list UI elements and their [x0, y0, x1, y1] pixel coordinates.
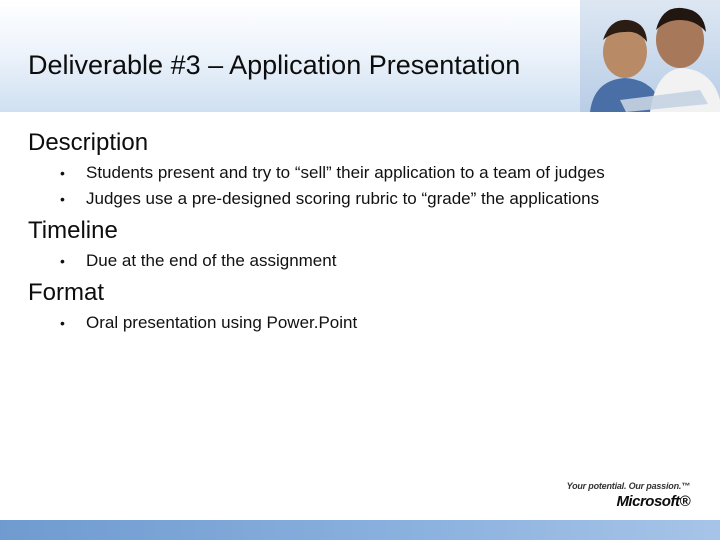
bullet-list	[28, 250, 668, 272]
bullet-list	[28, 162, 668, 210]
list-item	[28, 250, 668, 272]
children-photo-icon	[580, 0, 720, 112]
microsoft-logo: Microsoft®	[616, 493, 690, 510]
slide-title: Deliverable #3 – Application Presentation	[28, 50, 521, 80]
bullet-text: Students present and try to “sell” their application to a team of judges	[86, 163, 605, 182]
section-format	[28, 278, 668, 334]
bullet-icon: •	[60, 191, 65, 207]
list-item	[28, 162, 668, 184]
slide-content	[28, 128, 668, 340]
section-heading: Format	[28, 279, 105, 306]
bullet-icon: •	[60, 165, 65, 181]
children-photo	[580, 0, 720, 112]
section-heading: Timeline	[28, 217, 118, 244]
section-timeline	[28, 216, 668, 272]
section-description	[28, 128, 668, 210]
bullet-list	[28, 312, 668, 334]
microsoft-branding	[567, 481, 690, 510]
tagline: Your potential. Our passion.™	[566, 481, 690, 491]
footer-bar	[0, 520, 720, 540]
bullet-text: Judges use a pre-designed scoring rubric to “grade” the applications	[86, 189, 600, 208]
bullet-icon: •	[60, 315, 65, 331]
bullet-icon: •	[60, 253, 65, 269]
section-heading: Description	[28, 129, 149, 156]
list-item	[28, 188, 668, 210]
bullet-text: Due at the end of the assignment	[86, 251, 337, 270]
list-item	[28, 312, 668, 334]
bullet-text: Oral presentation using Power.Point	[86, 313, 358, 332]
